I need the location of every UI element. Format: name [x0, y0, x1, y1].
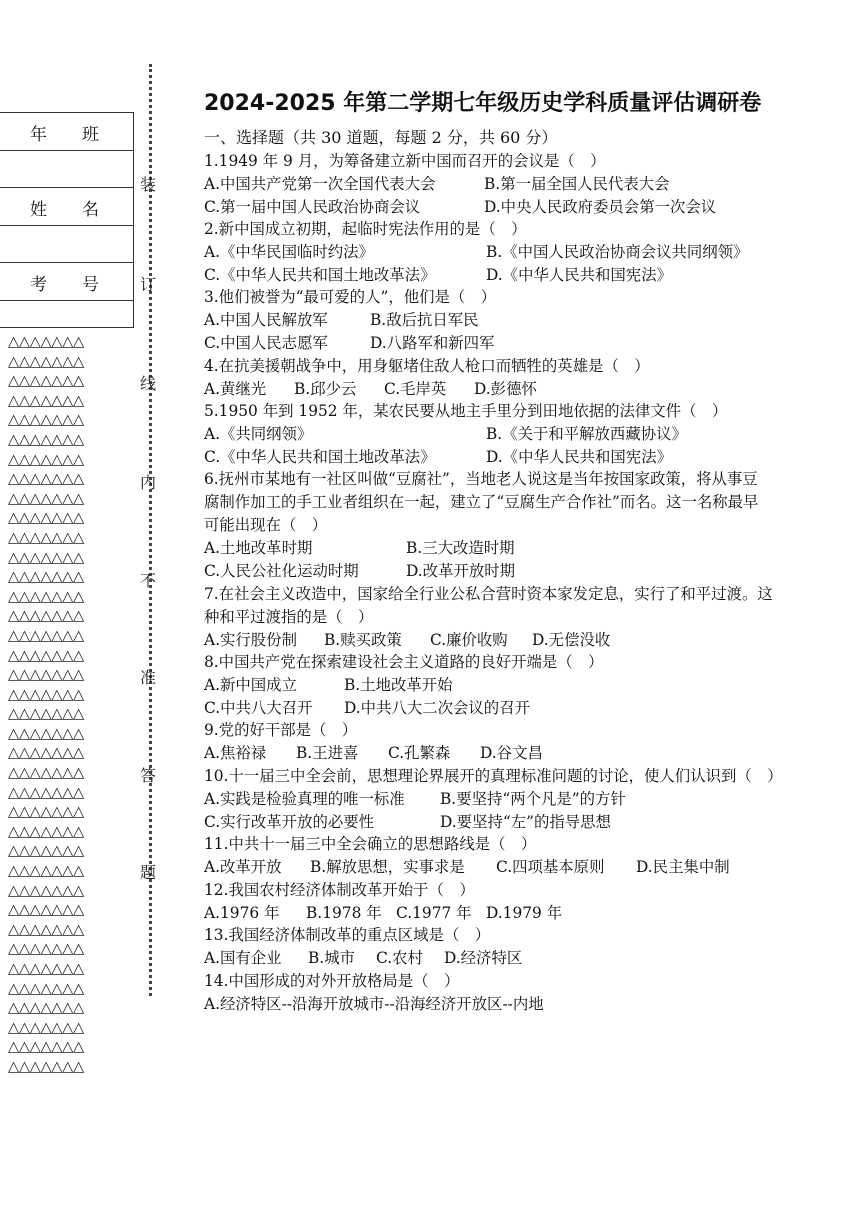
- option[interactable]: D.经济特区: [444, 949, 523, 968]
- triangle-row: △△△△△△△: [8, 940, 84, 958]
- triangle-row: △△△△△△△: [8, 411, 84, 429]
- triangle-row: △△△△△△△: [8, 1057, 84, 1075]
- option[interactable]: B.《关于和平解放西藏协议》: [486, 425, 687, 444]
- question-stem: 8.中国共产党在探索建设社会主义道路的良好开端是（ ）: [204, 653, 604, 672]
- triangle-row: △△△△△△△: [8, 587, 84, 605]
- option[interactable]: C.实行改革开放的必要性: [204, 812, 375, 831]
- option[interactable]: C.《中华人民共和国土地改革法》: [204, 265, 436, 284]
- seal-char: 内: [140, 473, 157, 492]
- seal-char: 答: [140, 766, 157, 785]
- triangle-row: △△△△△△△: [8, 901, 84, 919]
- triangle-row: △△△△△△△: [8, 391, 84, 409]
- class-label-class: 班: [82, 125, 99, 145]
- triangle-row: △△△△△△△: [8, 1018, 84, 1036]
- option[interactable]: A.国有企业: [204, 949, 282, 968]
- option-row: [204, 241, 854, 264]
- seal-char: 装: [140, 175, 157, 194]
- question-stem: 13.我国经济体制改革的重点区域是（ ）: [204, 926, 491, 945]
- option[interactable]: B.《中国人民政治协商会议共同纲领》: [486, 243, 749, 262]
- option[interactable]: D.1979 年: [486, 903, 563, 922]
- triangle-row: △△△△△△△: [8, 764, 84, 782]
- option[interactable]: D.谷文昌: [480, 744, 543, 763]
- class-field[interactable]: [0, 112, 134, 150]
- option-row: [204, 332, 854, 355]
- triangle-row: △△△△△△△: [8, 979, 84, 997]
- option-row: [204, 697, 854, 720]
- question-stem: 4.在抗美援朝战争中，用身躯堵住敌人枪口而牺牲的英雄是（ ）: [204, 356, 650, 375]
- class-label-year: 年: [30, 125, 47, 145]
- option[interactable]: A.土地改革时期: [204, 539, 313, 558]
- option-row: [204, 309, 854, 332]
- question-stem: 5.1950 年到 1952 年，某农民要从地主手里分到田地依据的法律文件（ ）: [204, 402, 728, 421]
- triangle-row: △△△△△△△: [8, 960, 84, 977]
- triangle-row: △△△△△△△: [8, 548, 84, 566]
- option[interactable]: D.彭德怀: [474, 379, 537, 398]
- option[interactable]: A.1976 年: [204, 903, 280, 922]
- option[interactable]: A.新中国成立: [204, 676, 297, 695]
- option[interactable]: D.改革开放时期: [406, 561, 516, 580]
- triangle-row: △△△△△△△: [8, 1038, 84, 1056]
- option[interactable]: A.黄继光: [204, 379, 267, 398]
- option-row: [204, 537, 854, 560]
- option[interactable]: A.经济特区--沿海开放城市--沿海经济开放区--内地: [204, 994, 544, 1013]
- option[interactable]: A.《共同纲领》: [204, 425, 313, 444]
- option-row: [204, 264, 854, 287]
- seal-char: 不: [140, 571, 157, 590]
- option[interactable]: D.《中华人民共和国宪法》: [486, 265, 672, 284]
- option[interactable]: C.廉价收购: [430, 630, 508, 649]
- option[interactable]: D.中共八大二次会议的召开: [344, 698, 530, 717]
- triangle-row: △△△△△△△: [8, 881, 84, 899]
- question-stem: 3.他们被誉为“最可爱的人”，他们是（ ）: [204, 288, 497, 307]
- triangle-row: △△△△△△△: [8, 509, 84, 527]
- option[interactable]: B.第一届全国人民代表大会: [484, 175, 670, 193]
- triangle-row: △△△△△△△: [8, 803, 84, 821]
- option[interactable]: D.民主集中制: [636, 858, 730, 877]
- option[interactable]: C.《中华人民共和国土地改革法》: [204, 447, 436, 466]
- option-row: [204, 788, 854, 811]
- option[interactable]: B.要坚持“两个凡是”的方针: [440, 789, 626, 808]
- triangle-row: △△△△△△△: [8, 430, 84, 448]
- option[interactable]: B.土地改革开始: [344, 676, 453, 695]
- option[interactable]: A.焦裕禄: [204, 744, 267, 763]
- exam-number-field[interactable]: [0, 262, 134, 301]
- option[interactable]: D.要坚持“左”的指导思想: [440, 812, 611, 831]
- triangle-row: △△△△△△△: [8, 685, 84, 703]
- option[interactable]: C.中共八大召开: [204, 698, 313, 717]
- option-row: [204, 993, 854, 1016]
- question-stem: 9.党的好干部是（ ）: [204, 721, 358, 740]
- option[interactable]: D.中央人民政府委员会第一次会议: [484, 197, 717, 216]
- seal-char: 线: [140, 374, 157, 393]
- triangle-row: △△△△△△△: [8, 705, 84, 723]
- triangle-row: △△△△△△△: [8, 666, 84, 684]
- question-stem: 12.我国农村经济体制改革开始于（ ）: [204, 880, 475, 899]
- exam-content: [204, 86, 854, 1015]
- option[interactable]: A.实践是检验真理的唯一标准: [204, 789, 405, 808]
- option-row: [204, 674, 854, 697]
- triangle-row: △△△△△△△: [8, 333, 84, 350]
- seal-char: 订: [140, 275, 157, 294]
- option[interactable]: C.中国人民志愿军: [204, 333, 328, 352]
- question-stem: 1.1949 年 9 月，为筹备建立新中国而召开的会议是（ ）: [204, 152, 606, 170]
- triangle-decoration: [0, 332, 134, 1077]
- option[interactable]: C.农村: [376, 949, 423, 968]
- option[interactable]: A.实行股份制: [204, 630, 297, 649]
- triangle-row: △△△△△△△: [8, 920, 84, 938]
- option[interactable]: B.城市: [308, 949, 355, 968]
- question-stem: 可能出现在（ ）: [204, 516, 328, 535]
- triangle-row: △△△△△△△: [8, 744, 84, 762]
- option[interactable]: B.解放思想，实事求是: [310, 858, 465, 877]
- seal-char: 准: [140, 668, 157, 687]
- triangle-row: △△△△△△△: [8, 724, 84, 742]
- triangle-row: △△△△△△△: [8, 450, 84, 468]
- triangle-row: △△△△△△△: [8, 372, 84, 390]
- option[interactable]: A.中国人民解放军: [204, 311, 328, 330]
- question-stem: 6.抚州市某地有一社区叫做“豆腐社”，当地老人说这是当年按国家政策，将从事豆: [204, 470, 758, 489]
- question-stem: 7.在社会主义改造中，国家给全行业公私合营时资本家发定息，实行了和平过渡。这: [204, 584, 773, 603]
- option[interactable]: C.毛岸英: [384, 379, 447, 398]
- triangle-row: △△△△△△△: [8, 999, 84, 1017]
- option[interactable]: A.中国共产党第一次全国代表大会: [204, 175, 436, 193]
- option[interactable]: B.王进喜: [296, 744, 359, 763]
- triangle-row: △△△△△△△: [8, 489, 84, 507]
- option-row: [204, 173, 854, 196]
- option-row: [204, 742, 854, 765]
- option[interactable]: D.无偿没收: [532, 630, 611, 649]
- name-label-b: 名: [82, 200, 99, 220]
- student-info-panel: [0, 112, 134, 301]
- option[interactable]: B.敌后抗日军民: [370, 311, 479, 330]
- exam-title: 2024-2025 年第二学期七年级历史学科质量评估调研卷: [204, 91, 762, 116]
- option[interactable]: B.邱少云: [294, 379, 357, 398]
- triangle-row: △△△△△△△: [8, 822, 84, 840]
- name-label-a: 姓: [30, 200, 47, 220]
- triangle-row: △△△△△△△: [8, 646, 84, 664]
- option[interactable]: B.1978 年: [306, 903, 382, 922]
- section-heading: 一、选择题（共 30 道题，每题 2 分，共 60 分）: [204, 128, 558, 147]
- option[interactable]: C.1977 年: [396, 903, 472, 922]
- option-row: [204, 446, 854, 469]
- option-row: [204, 423, 854, 446]
- option-row: [204, 629, 854, 652]
- name-blank[interactable]: [0, 225, 134, 262]
- option[interactable]: A.《中华民国临时约法》: [204, 243, 374, 262]
- triangle-row: △△△△△△△: [8, 470, 84, 488]
- option[interactable]: A.改革开放: [204, 858, 282, 877]
- number-label-a: 考: [30, 275, 47, 295]
- option[interactable]: C.四项基本原则: [496, 858, 605, 877]
- option[interactable]: B.赎买政策: [324, 630, 402, 649]
- triangle-row: △△△△△△△: [8, 862, 84, 880]
- class-blank[interactable]: [0, 150, 134, 187]
- triangle-row: △△△△△△△: [8, 626, 84, 644]
- option-row: [204, 196, 854, 219]
- question-stem: 2.新中国成立初期，起临时宪法作用的是（ ）: [204, 220, 527, 239]
- name-field[interactable]: [0, 187, 134, 225]
- option[interactable]: B.三大改造时期: [406, 539, 515, 558]
- option[interactable]: D.八路军和新四军: [370, 333, 495, 352]
- option-row: [204, 560, 854, 583]
- question-stem: 14.中国形成的对外开放格局是（ ）: [204, 971, 460, 990]
- option[interactable]: C.人民公社化运动时期: [204, 561, 359, 580]
- seal-char: 题: [140, 863, 157, 882]
- triangle-row: △△△△△△△: [8, 352, 84, 370]
- option[interactable]: C.第一届中国人民政治协商会议: [204, 197, 421, 216]
- option-row: [204, 947, 854, 970]
- binding-line: [149, 64, 152, 996]
- question-stem: 11.中共十一届三中全会确立的思想路线是（ ）: [204, 835, 537, 854]
- question-stem: 腐制作加工的手工业者组织在一起，建立了“豆腐生产合作社”而名。这一名称最早: [204, 493, 759, 512]
- triangle-row: △△△△△△△: [8, 607, 84, 625]
- number-label-b: 号: [82, 275, 99, 295]
- triangle-row: △△△△△△△: [8, 528, 84, 546]
- question-stem: 10.十一届三中全会前，思想理论界展开的真理标准问题的讨论，使人们认识到（ ）: [204, 766, 783, 785]
- option[interactable]: C.孔繁森: [388, 744, 451, 763]
- question-stem: 种和平过渡指的是（ ）: [204, 607, 374, 626]
- option-row: [204, 378, 854, 401]
- option-row: [204, 902, 854, 925]
- triangle-row: △△△△△△△: [8, 568, 84, 586]
- option[interactable]: D.《中华人民共和国宪法》: [486, 447, 672, 466]
- triangle-row: △△△△△△△: [8, 783, 84, 801]
- triangle-row: △△△△△△△: [8, 842, 84, 860]
- option-row: [204, 811, 854, 834]
- option-row: [204, 856, 854, 879]
